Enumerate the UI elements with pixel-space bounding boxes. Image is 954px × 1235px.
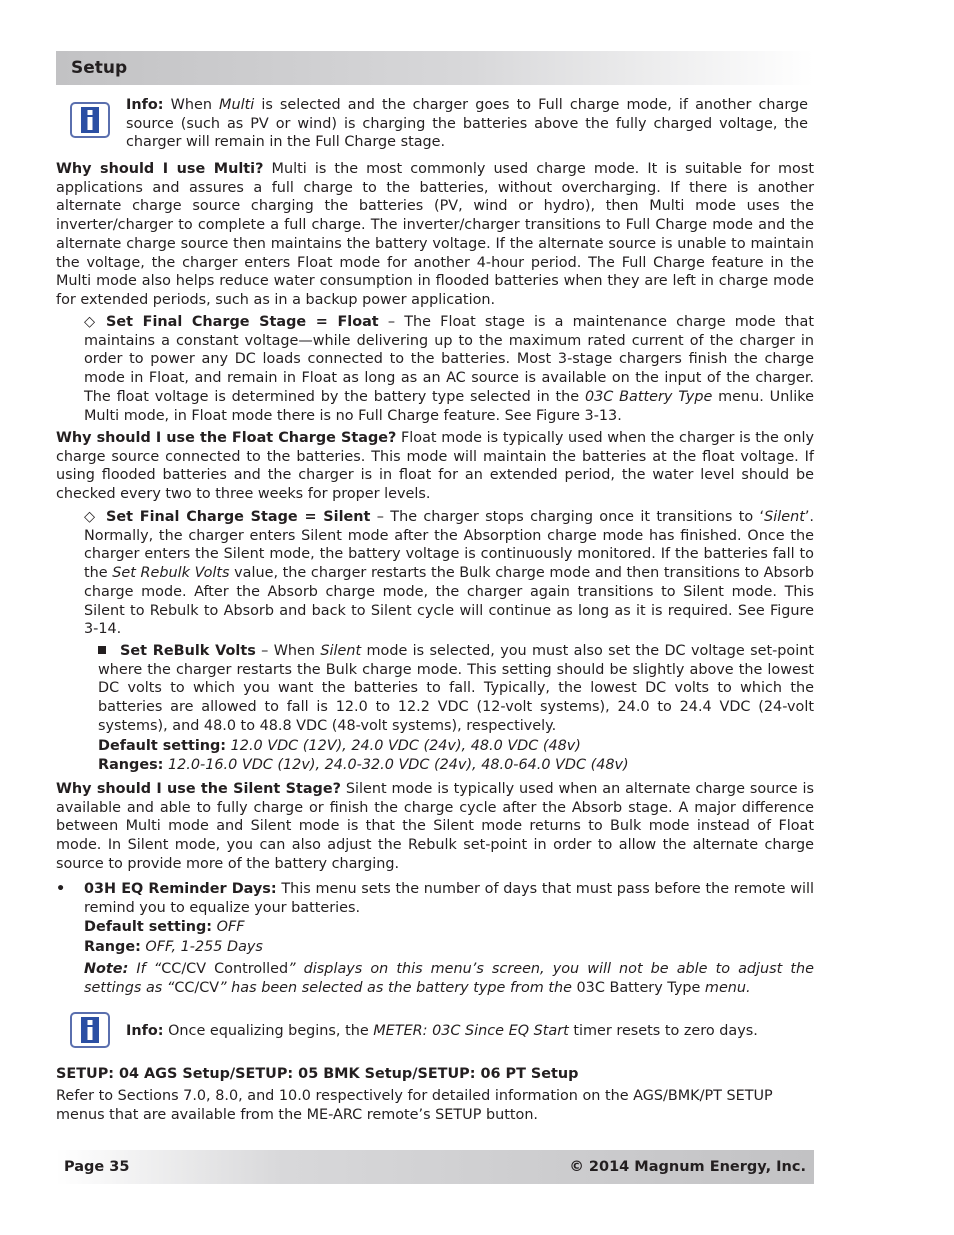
bullet-icon: • <box>56 881 66 897</box>
silent-stage-italic: Set Rebulk Volts <box>112 565 230 582</box>
info-label: Info: <box>126 97 164 113</box>
multi-answer: Multi is the most commonly used charge mode. It is suitable for most applications and assures a full charge to the batteries, without overcharging. If there is another alternate charge source charging the batteries (PV, wind or hydro), then Multi mode uses the inverter/charger to complete a full charge. The inverter/charger transitions to Full Charge mode and the alternate charge source then maintains the battery voltage. If the alternate source is unable to maintain the voltage, the charger enters Float mode for another 4-hour period. The Full Charge feature in the Multi mode also helps reduce water consumption in flooded batteries when they are left in charge mode for extended periods, such as in a backup power application. <box>56 161 814 308</box>
setup-text: Refer to Sections 7.0, 8.0, and 10.0 respectively for detailed information on the AGS/BMK/PT SETUP menus that are available from the ME-ARC remote’s SETUP button. <box>56 1088 773 1123</box>
default-value: OFF <box>212 919 245 936</box>
multi-paragraph <box>56 160 814 310</box>
page-number: Page 35 <box>64 1159 130 1175</box>
square-bullet-icon <box>98 646 106 654</box>
note-text: ” displays on this menu’s screen, you will not be able to adjust the settings as “ <box>84 960 814 996</box>
silent-stage-text: – The charger stops charging once it transitions to ‘ <box>370 509 765 525</box>
float-paragraph <box>56 429 814 504</box>
silent-stage-item <box>84 508 814 639</box>
diamond-bullet-icon: ◇ <box>84 509 96 525</box>
info-icon <box>70 1012 110 1048</box>
multi-question: Why should I use Multi? <box>56 161 264 177</box>
float-stage-title: Set Final Charge Stage = Float <box>106 314 379 330</box>
rebulk-text-part: mode is selected, you must also set the DC voltage set-point where the charger restarts the Bulk charge mode. This setting should be slightly above the lowest DC volts to which you want the batteries to fall. Typically, the lowest DC volts to which the batteries are allowed to fall is 12.0 to 12.2 VDC (12-volt systems), 24.0 to 24.4 VDC (24-volt systems), and 48.0 to 48.8 VDC (48-volt systems), respectively. <box>98 643 814 734</box>
eq-reminder-title: 03H EQ Reminder Days: <box>84 881 277 897</box>
default-label: Default setting: <box>98 737 227 754</box>
silent-stage-italic: Silent <box>764 509 805 525</box>
info-label: Info: <box>126 1023 164 1039</box>
silent-stage-title: Set Final Charge Stage = Silent <box>106 509 371 525</box>
setup-heading: SETUP: 04 AGS Setup/SETUP: 05 BMK Setup/SETUP: 06 PT Setup <box>56 1066 579 1082</box>
range-value: OFF, 1-255 Days <box>140 939 263 956</box>
note-text: menu. <box>700 979 751 996</box>
info-text <box>126 96 808 152</box>
rebulk-text <box>98 642 814 736</box>
info-text-part: When <box>163 97 220 113</box>
silent-stage-text: value, the charger restarts the Bulk charge mode and then transitions to Absorb charge mode. After the Absorb charge mode, the charger again transitions to Silent mode. This Silent to Rebulk to Absorb and back to Silent cycle will continue as long as it is required. See Figure 3-14. <box>84 565 814 638</box>
page-footer <box>56 1150 814 1184</box>
rebulk-title: Set ReBulk Volts <box>120 643 256 659</box>
eq-reminder-text <box>84 880 814 917</box>
range-label: Range: <box>84 939 141 956</box>
silent-stage-text: ’. Normally, the charger enters Silent mode after the Absorption charge mode has finished. Once the charger enters the Silent mode, the battery voltage is continuously monitored. If the batteries fall to the <box>84 509 814 582</box>
float-stage-menu: 03C Battery Type <box>584 388 713 405</box>
info-text-italic: METER: 03C Since EQ Start <box>373 1023 569 1039</box>
rebulk-default <box>98 737 814 756</box>
note-label: Note: <box>84 960 129 977</box>
info-text-part: is selected and the charger goes to Full charge mode, if another charge source (such as PV or wind) is charging the batteries above the fully charged voltage, the charger will remain in the Full Charge stage. <box>126 97 808 151</box>
eq-note <box>84 960 814 997</box>
rebulk-italic: Silent <box>320 643 362 659</box>
eq-range <box>84 938 814 957</box>
default-label: Default setting: <box>84 919 213 936</box>
float-question: Why should I use the Float Charge Stage? <box>56 430 397 446</box>
float-stage-item <box>84 313 814 425</box>
info-text-part: timer resets to zero days. <box>568 1023 758 1039</box>
rebulk-text-part: – When <box>255 643 321 659</box>
silent-paragraph <box>56 780 814 874</box>
info-box <box>70 97 814 152</box>
info-text-italic: Multi <box>219 97 255 113</box>
ranges-label: Ranges: <box>98 757 164 774</box>
silent-question: Why should I use the Silent Stage? <box>56 781 341 797</box>
rebulk-ranges <box>98 756 814 775</box>
info-text-part: Once equalizing begins, the <box>163 1023 374 1039</box>
note-text: ” has been selected as the battery type from the <box>219 979 577 996</box>
eq-default <box>84 918 814 937</box>
note-text: If “ <box>128 960 162 977</box>
ranges-value: 12.0-16.0 VDC (12v), 24.0-32.0 VDC (24v), 48.0-64.0 VDC (48v) <box>163 757 629 774</box>
float-stage-text: – The Float stage is a maintenance charge mode that maintains a constant voltage—while delivering up to the maximum rated current of the charger in order to power any DC loads connected to the batteries. Most 3-stage chargers finish the charge mode in Float, and remain in Float as long as an AC source is available on the input of the charger. The float voltage is determined by the battery type selected in the <box>84 314 814 405</box>
copyright: © 2014 Magnum Energy, Inc. <box>569 1159 806 1175</box>
default-value: 12.0 VDC (12V), 24.0 VDC (24v), 48.0 VDC (48v) <box>226 737 581 754</box>
section-header-bar <box>56 51 814 85</box>
float-stage-text: menu. Unlike Multi mode, in Float mode there is no Full Charge feature. See Figure 3-13. <box>84 388 814 424</box>
info-box <box>70 1012 814 1048</box>
info-icon <box>70 102 110 138</box>
note-text: CC/CV <box>174 979 220 996</box>
silent-answer: Silent mode is typically used when an alternate charge source is available and able to fully charge or finish the charge cycle after the Absorb stage. A major difference between Multi mode and Silent mode is that the Silent mode returns to Bulk mode instead of Float mode. In Silent mode, you can also adjust the Rebulk set-point in order to allow the alternate charge source to provide more of the battery charging. <box>56 781 814 872</box>
eq-reminder-desc: This menu sets the number of days that must pass before the remote will remind you to equalize your batteries. <box>84 881 815 916</box>
diamond-bullet-icon: ◇ <box>84 314 96 330</box>
float-answer: Float mode is typically used when the charger is the only charge source connected to the batteries. This mode will maintain the batteries at the float voltage. If using flooded batteries and the charger is in float for an extended period, the water level should be checked every two to three weeks for proper levels. <box>56 430 814 503</box>
note-text: 03C Battery Type <box>576 979 701 996</box>
section-title: Setup <box>71 58 128 78</box>
info-text <box>126 1022 808 1048</box>
rebulk-item <box>98 642 814 775</box>
note-text: CC/CV Controlled <box>161 960 289 977</box>
eq-reminder-item <box>56 880 814 997</box>
